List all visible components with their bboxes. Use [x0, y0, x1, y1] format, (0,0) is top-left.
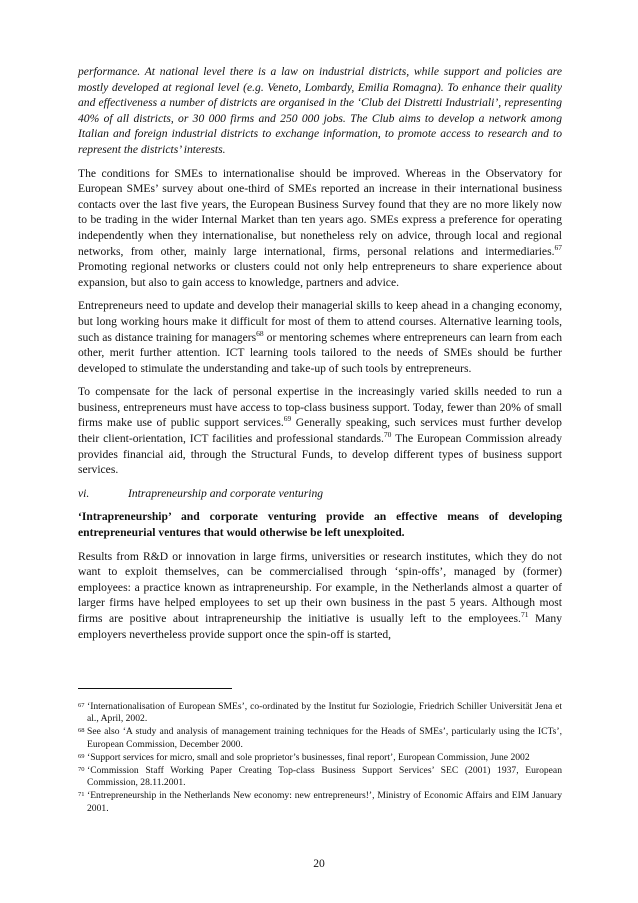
- text-run: The European Commission already provides financial aid, through the Structural Funds, to develop different types of business support services.: [78, 432, 562, 477]
- footnote-69: [78, 752, 562, 764]
- footnote-ref-71[interactable]: 71: [520, 610, 529, 619]
- footnote-text: ‘Entrepreneurship in the Netherlands New economy: new entrepreneurs!’, Ministry of Economic Affairs and EIM January 2001.: [87, 790, 562, 814]
- paragraph-intrapreneurship-lead: ‘Intrapreneurship’ and corporate venturing provide an effective means of developing entrepreneurial ventures that would otherwise be left unexploited.: [78, 510, 562, 540]
- footnote-text: ‘Internationalisation of European SMEs’, co-ordinated by the Institut fur Soziologie, Friedrich Schiller Universität Jena et al., April, 2002.: [87, 701, 562, 725]
- paragraph-spin-offs: [78, 549, 562, 643]
- footnote-ref-68[interactable]: 68: [256, 328, 264, 338]
- text-run: Entrepreneurs need to update and develop their managerial skills to keep ahead in a changing economy, but long working hours make it difficult for most of them to attend courses. Alternative learning tools, such as distance training for managers: [78, 299, 562, 344]
- body-text: [78, 64, 562, 650]
- text-run: Generally speaking, such services must further develop their client-orientation, ICT facilities and professional standards.: [78, 416, 562, 446]
- footnote-mark: 67: [78, 702, 85, 709]
- text-run: Promoting regional networks or clusters could not only help entrepreneurs to share experience about expansion, but also to gain access to knowledge, partners and advice.: [78, 260, 562, 289]
- footnote-ref-70[interactable]: 70: [383, 430, 392, 440]
- footnote-ref-67[interactable]: 67: [554, 242, 562, 252]
- text-run: Many employers nevertheless provide support once the spin-off is started,: [78, 612, 562, 641]
- footnotes: [78, 701, 562, 816]
- text-run: or mentoring schemes where entrepreneurs can learn from each other, merit further attention. ICT learning tools tailored to the needs of SMEs should be further developed to stimulate the understanding and take-up of such tools by entrepreneurs.: [78, 330, 562, 375]
- paragraph-managerial-skills: [78, 298, 562, 376]
- text-run: Results from R&D or innovation in large firms, universities or research institutes, which they do not want to exploit themselves, can be commercialised through ‘spin-offs’, managed by (former) employees: a practice known as intrapreneurship. For example, in the Netherlands almost a quarter of larger firms have helped employees to set up their own business in the past 5 years. Although most firms are positive about intrapreneurship the initiative is usually left to the employees.: [78, 549, 562, 625]
- footnote-mark: 70: [78, 766, 85, 774]
- footnote-text: ‘Support services for micro, small and sole proprietor’s businesses, final report’, European Commission, June 2002: [87, 751, 530, 763]
- footnote-mark: 69: [78, 752, 85, 760]
- footnote-mark: 71: [78, 791, 85, 799]
- section-heading: [78, 486, 562, 502]
- footnote-70: [78, 765, 562, 789]
- footnote-text: See also ‘A study and analysis of management training techniques for the Heads of SMEs’, particularly using the ICTs’, European Commission, December 2000.: [87, 726, 562, 750]
- paragraph-club-distretti: performance. At national level there is a law on industrial districts, while support and policies are mostly developed at regional level (e.g. Veneto, Lombardy, Emilia Romagna). To enhance their quality and effectiveness a number of districts are organised in the ‘Club dei Distretti Industriali’, representing 40% of all districts, or 30 000 firms and 250 000 jobs. The Club aims to develop a network among Italian and foreign industrial districts to exchange information, to promote access to research and to represent the districts’ interests.: [78, 65, 562, 156]
- text-run: To compensate for the lack of personal expertise in the increasingly varied skills needed to run a business, entrepreneurs must have access to top-class business support. Today, fewer than 20% of small firms make use of public support services.: [78, 385, 562, 430]
- text-run: The conditions for SMEs to internationalise should be improved. Whereas in the Observatory for European SMEs’ survey about one-third of SMEs reported an increase in their international business contacts over the last five years, the European Business Survey found that they are no more likely now to be trading in the wider Internal Market than ten years ago. SMEs express a preference for operating independently when they internationalise, but nonetheless rely on advice, through local and regional networks, from other, mainly large international, firms, personal relations and intermediaries.: [78, 166, 562, 258]
- page-number: 20: [313, 857, 325, 870]
- footnote-ref-69[interactable]: 69: [283, 414, 292, 424]
- footnote-separator: [78, 688, 232, 689]
- paragraph-internationalise: [78, 166, 562, 291]
- footnote-71: [78, 790, 562, 814]
- section-number: vi.: [78, 486, 90, 500]
- footnote-67: [78, 701, 562, 725]
- footnote-68: [78, 726, 562, 750]
- section-title: Intrapreneurship and corporate venturing: [128, 486, 324, 500]
- footnote-mark: 68: [78, 727, 85, 735]
- footnote-text: ‘Commission Staff Working Paper Creating Top-class Business Support Services’ SEC (2001) 1937, European Commission, 28.11.2001.: [87, 765, 562, 789]
- paragraph-business-support: [78, 384, 562, 478]
